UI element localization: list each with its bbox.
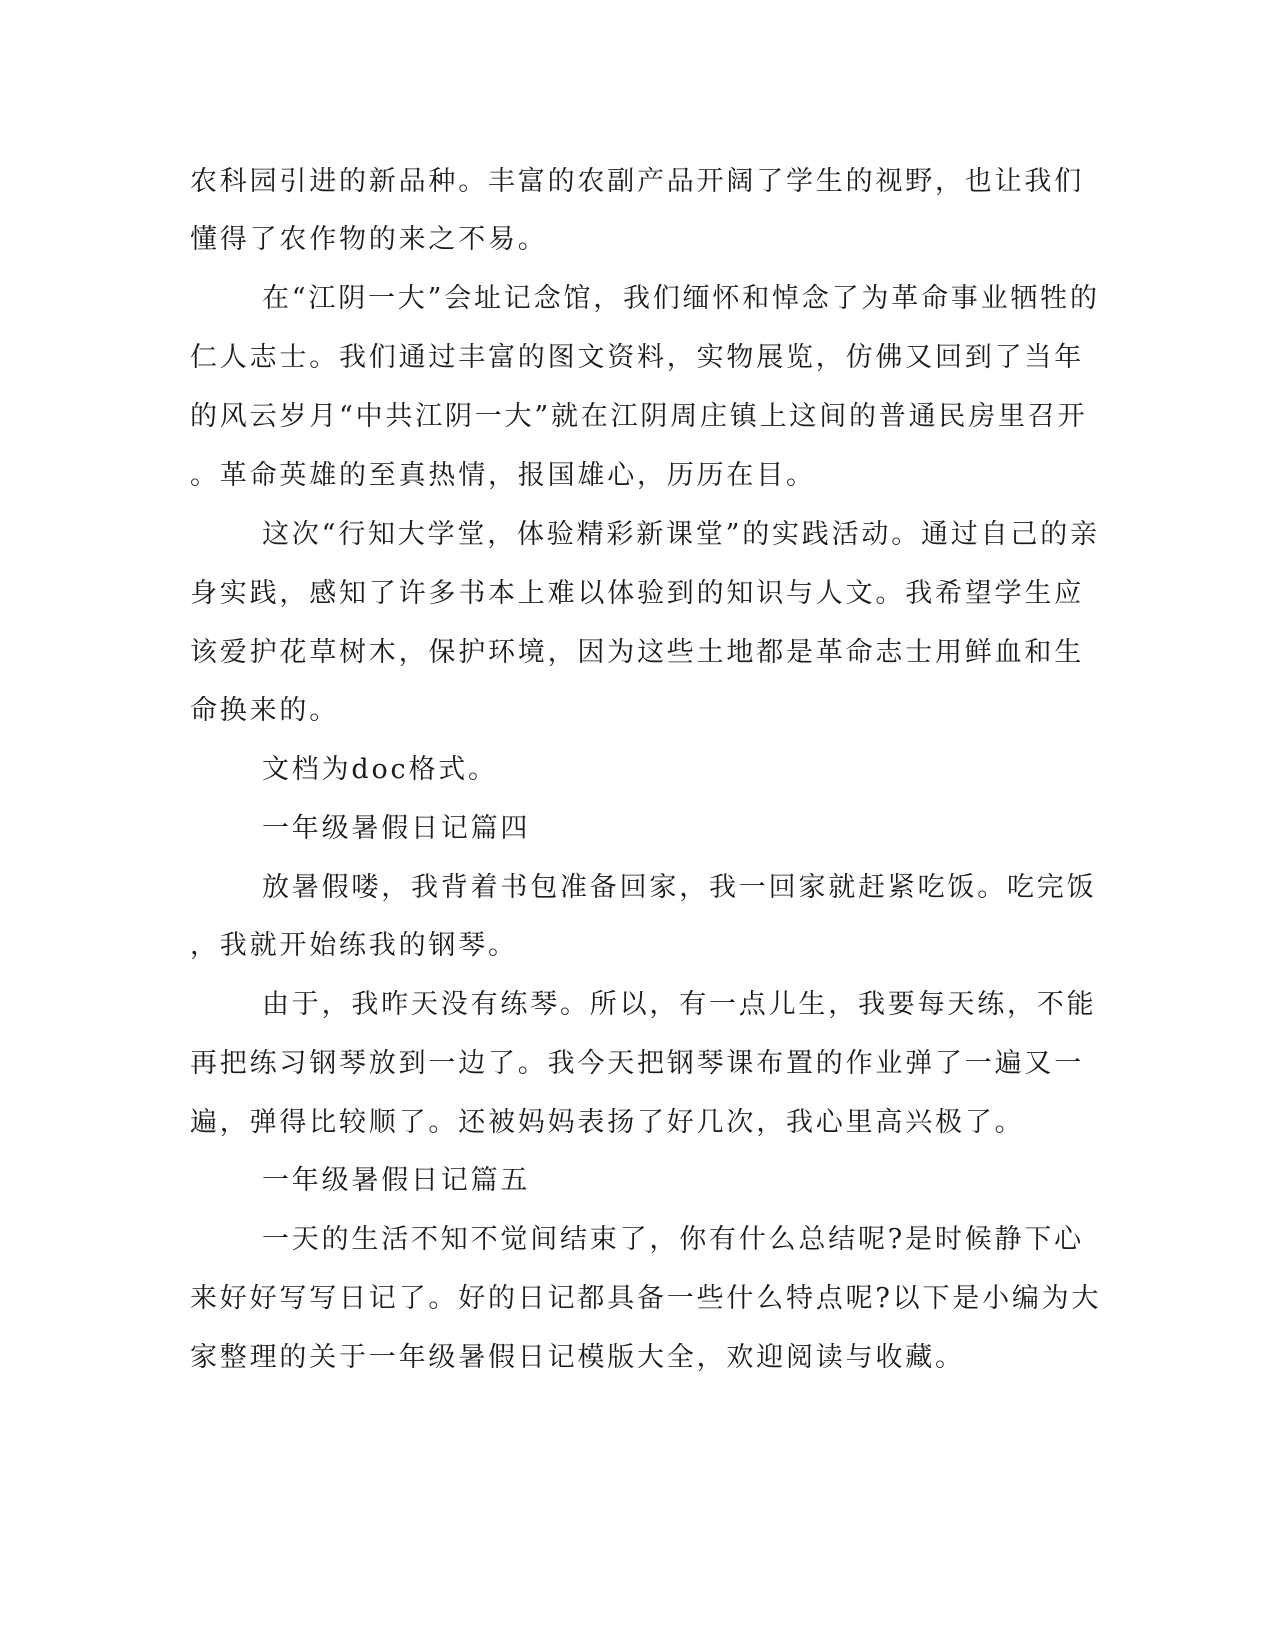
text-line: 再把练习钢琴放到一边了。我今天把钢琴课布置的作业弹了一遍又一 bbox=[190, 1048, 1084, 1079]
text-line: 该爱护花草树木，保护环境，因为这些土地都是革命志士用鲜血和生 bbox=[190, 637, 1084, 668]
text-line: 的风云岁月“中共江阴一大”就在江阴周庄镇上这间的普通民房里召开 bbox=[190, 401, 1088, 432]
text-line: 放暑假喽，我背着书包准备回家，我一回家就赶紧吃饭。吃完饭 bbox=[262, 872, 1097, 903]
text-line: 一天的生活不知不觉间结束了，你有什么总结呢?是时候静下心 bbox=[262, 1224, 1084, 1255]
section-heading: 一年级暑假日记篇四 bbox=[262, 813, 531, 844]
text-line: 农科园引进的新品种。丰富的农副产品开阔了学生的视野，也让我们 bbox=[190, 166, 1084, 197]
text-line: 身实践，感知了许多书本上难以体验到的知识与人文。我希望学生应 bbox=[190, 578, 1084, 609]
section-heading: 一年级暑假日记篇五 bbox=[262, 1165, 531, 1196]
text-line: 懂得了农作物的来之不易。 bbox=[190, 224, 548, 255]
text-line: 来好好写写日记了。好的日记都具备一些什么特点呢?以下是小编为大 bbox=[190, 1283, 1102, 1314]
text-line: 在“江阴一大”会址记念馆，我们缅怀和悼念了为革命事业牺牲的 bbox=[262, 283, 1100, 314]
text-line: 家整理的关于一年级暑假日记模版大全，欢迎阅读与收藏。 bbox=[190, 1342, 965, 1373]
text-line: 。革命英雄的至真热情，报国雄心，历历在目。 bbox=[190, 460, 816, 491]
text-line: 这次“行知大学堂，体验精彩新课堂”的实践活动。通过自己的亲 bbox=[262, 519, 1100, 550]
text-line: 由于，我昨天没有练琴。所以，有一点儿生，我要每天练，不能 bbox=[262, 989, 1097, 1020]
text-line: 文档为doc格式。 bbox=[262, 754, 498, 785]
text-line: ，我就开始练我的钢琴。 bbox=[190, 930, 518, 961]
text-line: 遍，弹得比较顺了。还被妈妈表扬了好几次，我心里高兴极了。 bbox=[190, 1107, 1025, 1138]
text-line: 命换来的。 bbox=[190, 695, 339, 726]
text-line: 仁人志士。我们通过丰富的图文资料，实物展览，仿佛又回到了当年 bbox=[190, 342, 1084, 373]
